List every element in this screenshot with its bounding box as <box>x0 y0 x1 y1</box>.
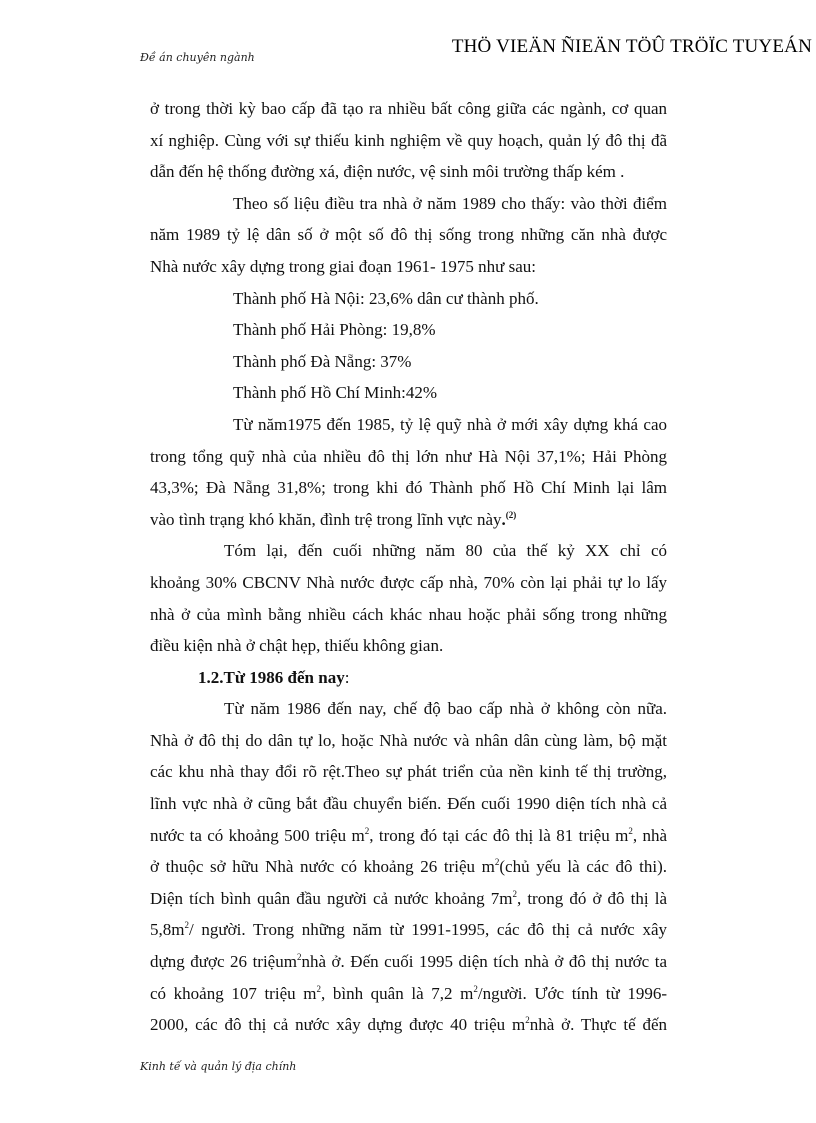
text-line: Nhà nước xây dựng trong giai đoạn 1961- 1975 như sau: <box>150 256 537 276</box>
text-line: khoảng 30% CBCNV Nhà nước được cấp nhà, 70% còn lại phải tự lo lấy <box>150 572 667 592</box>
text-line <box>150 1009 667 1041</box>
text-segment: ở thuộc sở hữu Nhà nước có khoảng 26 triệu m <box>150 857 495 877</box>
footnote-ref: (2) <box>505 509 517 520</box>
text-segment: vào tình trạng khó khăn, đình trệ trong lĩnh vực này <box>150 509 502 529</box>
superscript: 2 <box>473 983 478 994</box>
text-segment: có khoảng 107 triệu m <box>150 983 317 1003</box>
list-item: Thành phố Đà Nẵng: 37% <box>233 351 412 371</box>
sentence-period: . <box>501 509 506 529</box>
text-segment: , trong đó ở đô thị là <box>516 888 667 908</box>
text-line: Theo số liệu điều tra nhà ở năm 1989 cho thấy: vào thời điểm <box>233 193 667 213</box>
superscript: 2 <box>296 952 302 963</box>
running-header-right: THÖ VIEÄN ÑIEÄN TÖÛ TRÖÏC TUYEÁN <box>451 36 812 57</box>
text-line: trong tổng quỹ nhà của nhiều đô thị lớn như Hà Nội 37,1%; Hải Phòng <box>150 446 667 466</box>
text-line <box>150 978 667 1010</box>
text-line <box>150 851 667 883</box>
text-line <box>150 946 667 978</box>
list-item: Thành phố Hải Phòng: 19,8% <box>233 320 436 340</box>
text-segment: 5,8m <box>150 920 185 940</box>
superscript: 2 <box>184 920 189 931</box>
section-heading-text: 1.2.Từ 1986 đến nay <box>198 667 345 687</box>
running-header-left: Đề án chuyên ngành <box>140 51 255 64</box>
section-heading <box>150 662 667 694</box>
text-line: Từ năm1975 đến 1985, tỷ lệ quỹ nhà ở mới xây dựng khá cao <box>233 414 667 434</box>
text-segment: , nhà <box>632 825 667 845</box>
text-segment: dựng được 26 triệum <box>150 952 297 972</box>
text-line <box>150 914 667 946</box>
page-body <box>150 93 667 1041</box>
text-line: năm 1989 tỷ lệ dân số ở một số đô thị sống trong những căn nhà được <box>150 225 667 245</box>
text-segment: , trong đó tại các đô thị là 81 triệu m <box>369 825 629 845</box>
text-line <box>150 504 667 536</box>
text-line: xí nghiệp. Cùng với sự thiếu kinh nghiệm về quy hoạch, quản lý đô thị đã <box>150 130 667 150</box>
text-line: 43,3%; Đà Nẵng 31,8%; trong khi đó Thành phố Hồ Chí Minh lại lâm <box>150 478 667 498</box>
text-line <box>150 883 667 915</box>
superscript: 2 <box>512 888 517 899</box>
text-segment: nhà ở. Thực tế đến <box>529 1015 668 1035</box>
text-line: Nhà ở đô thị do dân tự lo, hoặc Nhà nước và nhân dân cùng làm, bộ mặt <box>150 730 667 750</box>
superscript: 2 <box>525 1015 530 1026</box>
text-segment: Diện tích bình quân đầu người cả nước khoảng 7m <box>150 888 513 908</box>
text-line: Từ năm 1986 đến nay, chế độ bao cấp nhà ở không còn nữa. <box>224 699 667 719</box>
list-item: Thành phố Hồ Chí Minh:42% <box>233 383 437 403</box>
superscript: 2 <box>364 825 370 836</box>
text-segment: nước ta có khoảng 500 triệu m <box>150 825 365 845</box>
text-segment: , bình quân là 7,2 m <box>320 983 474 1003</box>
text-line: nhà ở của mình bằng nhiều cách khác nhau hoặc phải sống trong những <box>150 604 667 624</box>
running-footer: Kinh tế và quản lý địa chính <box>140 1060 297 1073</box>
text-segment: nhà ở. Đến cuối 1995 diện tích nhà ở đô thị nước ta <box>301 952 668 972</box>
text-line <box>150 820 667 852</box>
text-line: các khu nhà thay đổi rõ rệt.Theo sự phát triển của nền kinh tế thị trường, <box>150 762 667 782</box>
text-line: dẫn đến hệ thống đường xá, điện nước, vệ sinh môi trường thấp kém . <box>150 162 625 182</box>
list-item: Thành phố Hà Nội: 23,6% dân cư thành phố. <box>233 288 539 308</box>
text-line: lĩnh vực nhà ở cũng bắt đầu chuyển biến. Đến cuối 1990 diện tích nhà cả <box>150 794 667 814</box>
text-segment: 2000, các đô thị cả nước xây dựng được 40 triệu m <box>150 1015 526 1035</box>
section-heading-colon: : <box>344 667 350 687</box>
text-segment: / người. Trong những năm từ 1991-1995, các đô thị cả nước xây <box>188 920 667 940</box>
text-line: ở trong thời kỳ bao cấp đã tạo ra nhiều bất công giữa các ngành, cơ quan <box>150 99 667 118</box>
superscript: 2 <box>628 825 633 836</box>
text-segment: /người. Ước tính từ 1996- <box>477 983 668 1003</box>
superscript: 2 <box>316 983 321 994</box>
superscript: 2 <box>494 857 500 868</box>
text-line: điều kiện nhà ở chật hẹp, thiếu không gian. <box>150 636 444 656</box>
text-segment: (chủ yếu là các đô thi). <box>499 857 667 877</box>
text-line: Tóm lại, đến cuối những năm 80 của thế kỷ XX chỉ có <box>224 541 667 561</box>
